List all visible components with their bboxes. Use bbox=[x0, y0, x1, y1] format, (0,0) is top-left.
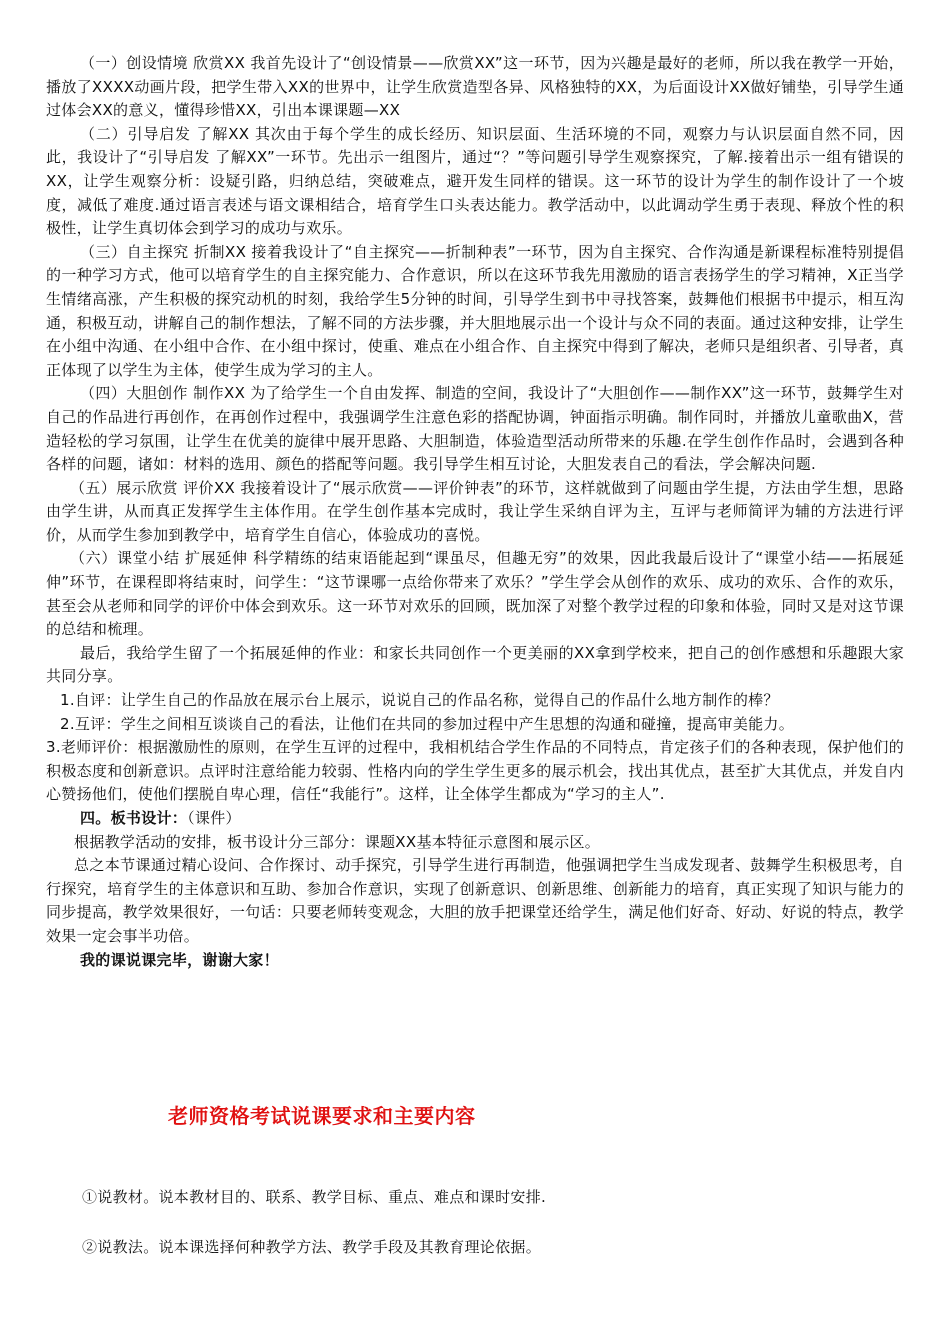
paragraph-step-1: （一）创设情境 欣赏XX 我首先设计了“创设情景——欣赏XX”这一环节，因为兴趣是最好的老师，所以我在教学一开始，播放了XXXX动画片段，把学生带入XX的世界中，让学生欣赏造型各异、风格独特的XX，为后面设计XX做好铺垫，引导学生通过体会XX的意义，懂得珍惜XX，引出本课课题—XX bbox=[46, 54, 904, 120]
board-design-note: （课件） bbox=[187, 809, 241, 827]
paragraph-step-4: （四）大胆创作 制作XX 为了给学生一个自由发挥、制造的空间，我设计了“大胆创作——制作XX”这一环节，鼓舞学生对自己的作品进行再创作，在再创作过程中，我强调学生注意色彩的搭配协调，钟面指示明确。制作同时，并播放儿童歌曲X，营造轻松的学习氛围，让学生在优美的旋律中展开思路、大胆制造，体验造型活动所带来的乐趣.在学生创作作品时，会遇到各种各样的问题，诸如：材料的选用、颜色的搭配等问题。我引导学生相互讨论，大胆发表自己的看法，学会解决问题. bbox=[46, 384, 904, 474]
lesson-body bbox=[46, 52, 904, 972]
paragraph-peer-evaluation: 2.互评：学生之间相互谈谈自己的看法，让他们在共同的参加过程中产生思想的沟通和碰撞，提高审美能力。 bbox=[60, 714, 795, 733]
paragraph-teacher-evaluation: 3.老师评价：根据激励性的原则，在学生互评的过程中，我相机结合学生作品的不同特点，肯定孩子们的各种表现，保护他们的积极态度和创新意识。点评时注意给能力较弱、性格内向的学生学生更多的展示机会，找出其优点，甚至扩大其优点，并发自内心赞扬他们，使他们摆脱自卑心理，信任“我能行”。这样，让全体学生都成为“学习的主人”. bbox=[46, 738, 904, 804]
paragraph-step-2: （二）引导启发 了解XX 其次由于每个学生的成长经历、知识层面、生活环境的不同，观察力与认识层面自然不同，因此，我设计了“引导启发 了解XX”一环节。先出示一组图片，通过“？”等问题引导学生观察探究，了解.接着出示一组有错误的XX，让学生观察分析：设疑引路，归纳总结，突破难点，避开发生同样的错误。这一环节的设计为学生的制作设计了一个坡度，减低了难度.通过语言表述与语文课相结合，培育学生口头表达能力。教学活动中，以此调动学生勇于表现、释放个性的积极性，让学生真切体会到学习的成功与欢乐。 bbox=[46, 124, 904, 238]
section-title: 老师资格考试说课要求和主要内容 bbox=[168, 1104, 476, 1128]
paragraph-step-5: （五）展示欣赏 评价XX 我接着设计了“展示欣赏——评价钟表”的环节，这样就做到了问题由学生提，方法由学生想，思路由学生讲，从而真正发挥学生主体作用。在学生创作基本完成时，我让学生采纳自评为主，互评与老师简评为辅的方法进行评价，从而学生参加到教学中，培育学生自信心，体验成功的喜悦。 bbox=[46, 478, 905, 544]
paragraph-step-6: （六）课堂小结 扩展延伸 科学精练的结束语能起到“课虽尽，但趣无穷”的效果，因此我最后设计了“课堂小结——拓展延伸”环节，在课程即将结束时，问学生：“这节课哪一点给你带来了欢乐？”学生学会从创作的欢乐、成功的欢乐、合作的欢乐，甚至会从老师和同学的评价中体会到欢乐。这一环节对欢乐的回顾，既加深了对整个教学过程的印象和体验，同时又是对这节课的总结和梳理。 bbox=[46, 549, 904, 639]
paragraph-board-design: 根据教学活动的安排，板书设计分三部分：课题XX基本特征示意图和展示区。 bbox=[74, 832, 601, 851]
board-design-title: 四。板书设计： bbox=[80, 809, 188, 827]
paragraph-summary: 总之本节课通过精心设问、合作探讨、动手探究，引导学生进行再制造，他强调把学生当成发现者、鼓舞学生积极思考，自行探究，培育学生的主体意识和互助、参加合作意识，实现了创新意识、创新思维、创新能力的培育，真正实现了知识与能力的同步提高，教学效果很好，一句话：只要老师转变观念，大胆的放手把课堂还给学生，满足他们好奇、好动、好说的特点，教学效果一定会事半功倍。 bbox=[46, 856, 904, 945]
board-design-heading bbox=[46, 807, 904, 831]
paragraph-homework: 最后，我给学生留了一个拓展延伸的作业：和家长共同创作一个更美丽的XX拿到学校来，把自己的创作感想和乐趣跟大家共同分享。 bbox=[46, 643, 904, 686]
list-item-textbook: ①说教材。说本教材目的、联系、教学目标、重点、难点和课时安排. bbox=[82, 1188, 547, 1206]
closing-line: 我的课说课完毕，谢谢大家！ bbox=[80, 950, 279, 969]
paragraph-self-evaluation: 1.自评：让学生自己的作品放在展示台上展示，说说自己的作品名称，觉得自己的作品什么地方制作的棒？ bbox=[60, 691, 779, 710]
paragraph-step-3: （三）自主探究 折制XX 接着我设计了“自主探究——折制种表”一环节，因为自主探究、合作沟通是新课程标准特别提倡的一种学习方式，他可以培育学生的自主探究能力、合作意识，所以在这环节我先用激励的语言表扬学生的学习精神，X正当学生情绪高涨，产生积极的探究动机的时刻，我给学生5分钟的时间，引导学生到书中寻找答案，鼓舞他们根据书中提示，相互沟通，积极互动，讲解自己的制作想法，了解不同的方法步骤，并大胆地展示出一个设计与众不同的表面。通过这种安排，让学生在小组中沟通、在小组中合作、在小组中探讨，使重、难点在小组合作、自主探究中得到了解决，老师只是组织者、引导者，真正体现了以学生为主体，使学生成为学习的主人。 bbox=[46, 242, 904, 379]
list-item-method: ②说教法。说本课选择何种教学方法、教学手段及其教育理论依据。 bbox=[82, 1238, 542, 1256]
